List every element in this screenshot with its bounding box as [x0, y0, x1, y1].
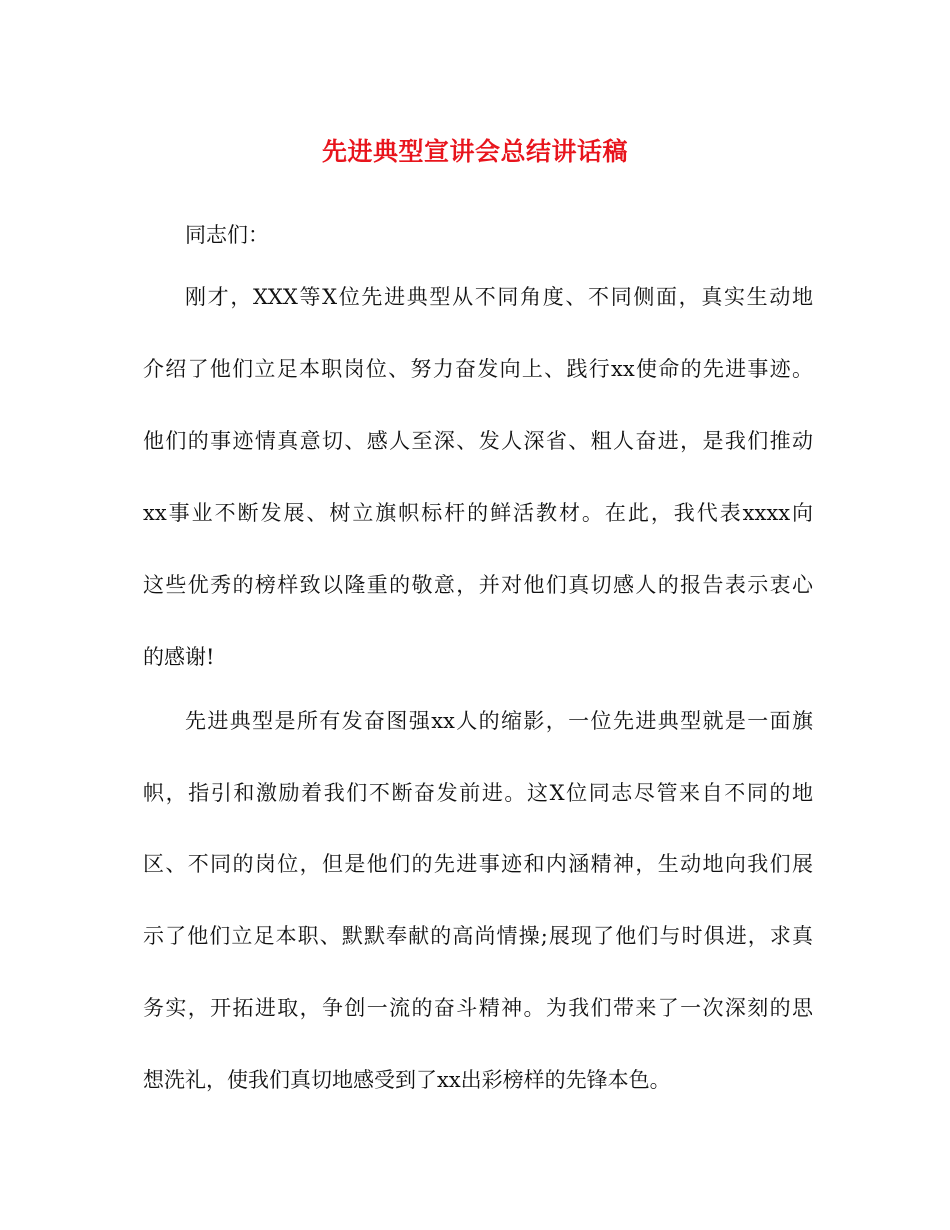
paragraph1-line-5: 这些优秀的榜样致以隆重的敬意，并对他们真切感人的报告表示衷心	[143, 573, 813, 597]
document-title: 先进典型宣讲会总结讲话稿	[321, 137, 628, 166]
greeting-line: 同志们：	[185, 223, 269, 247]
paragraph2-line-6: 想洗礼，使我们真切地感受到了xx出彩榜样的先锋本色。	[143, 1068, 671, 1092]
paragraph1-line-4: xx事业不断发展、树立旗帜标杆的鲜活教材。在此，我代表xxxx向	[143, 501, 813, 525]
paragraph2-line-3: 区、不同的岗位，但是他们的先进事迹和内涵精神，生动地向我们展	[143, 852, 813, 876]
paragraph1-line-1: 刚才，XXX等X位先进典型从不同角度、不同侧面，真实生动地	[185, 285, 813, 309]
paragraph1-line-6: 的感谢!	[143, 645, 215, 669]
paragraph2-line-5: 务实，开拓进取，争创一流的奋斗精神。为我们带来了一次深刻的思	[143, 996, 813, 1020]
paragraph1-line-2: 介绍了他们立足本职岗位、努力奋发向上、践行xx使命的先进事迹。	[143, 357, 813, 381]
paragraph2-line-4: 示了他们立足本职、默默奉献的高尚情操;展现了他们与时俱进，求真	[143, 924, 813, 948]
paragraph2-line-2: 帜，指引和激励着我们不断奋发前进。这X位同志尽管来自不同的地	[143, 781, 813, 805]
paragraph1-line-3: 他们的事迹情真意切、感人至深、发人深省、粗人奋进，是我们推动	[143, 429, 813, 453]
paragraph2-line-1: 先进典型是所有发奋图强xx人的缩影，一位先进典型就是一面旗	[185, 709, 813, 733]
